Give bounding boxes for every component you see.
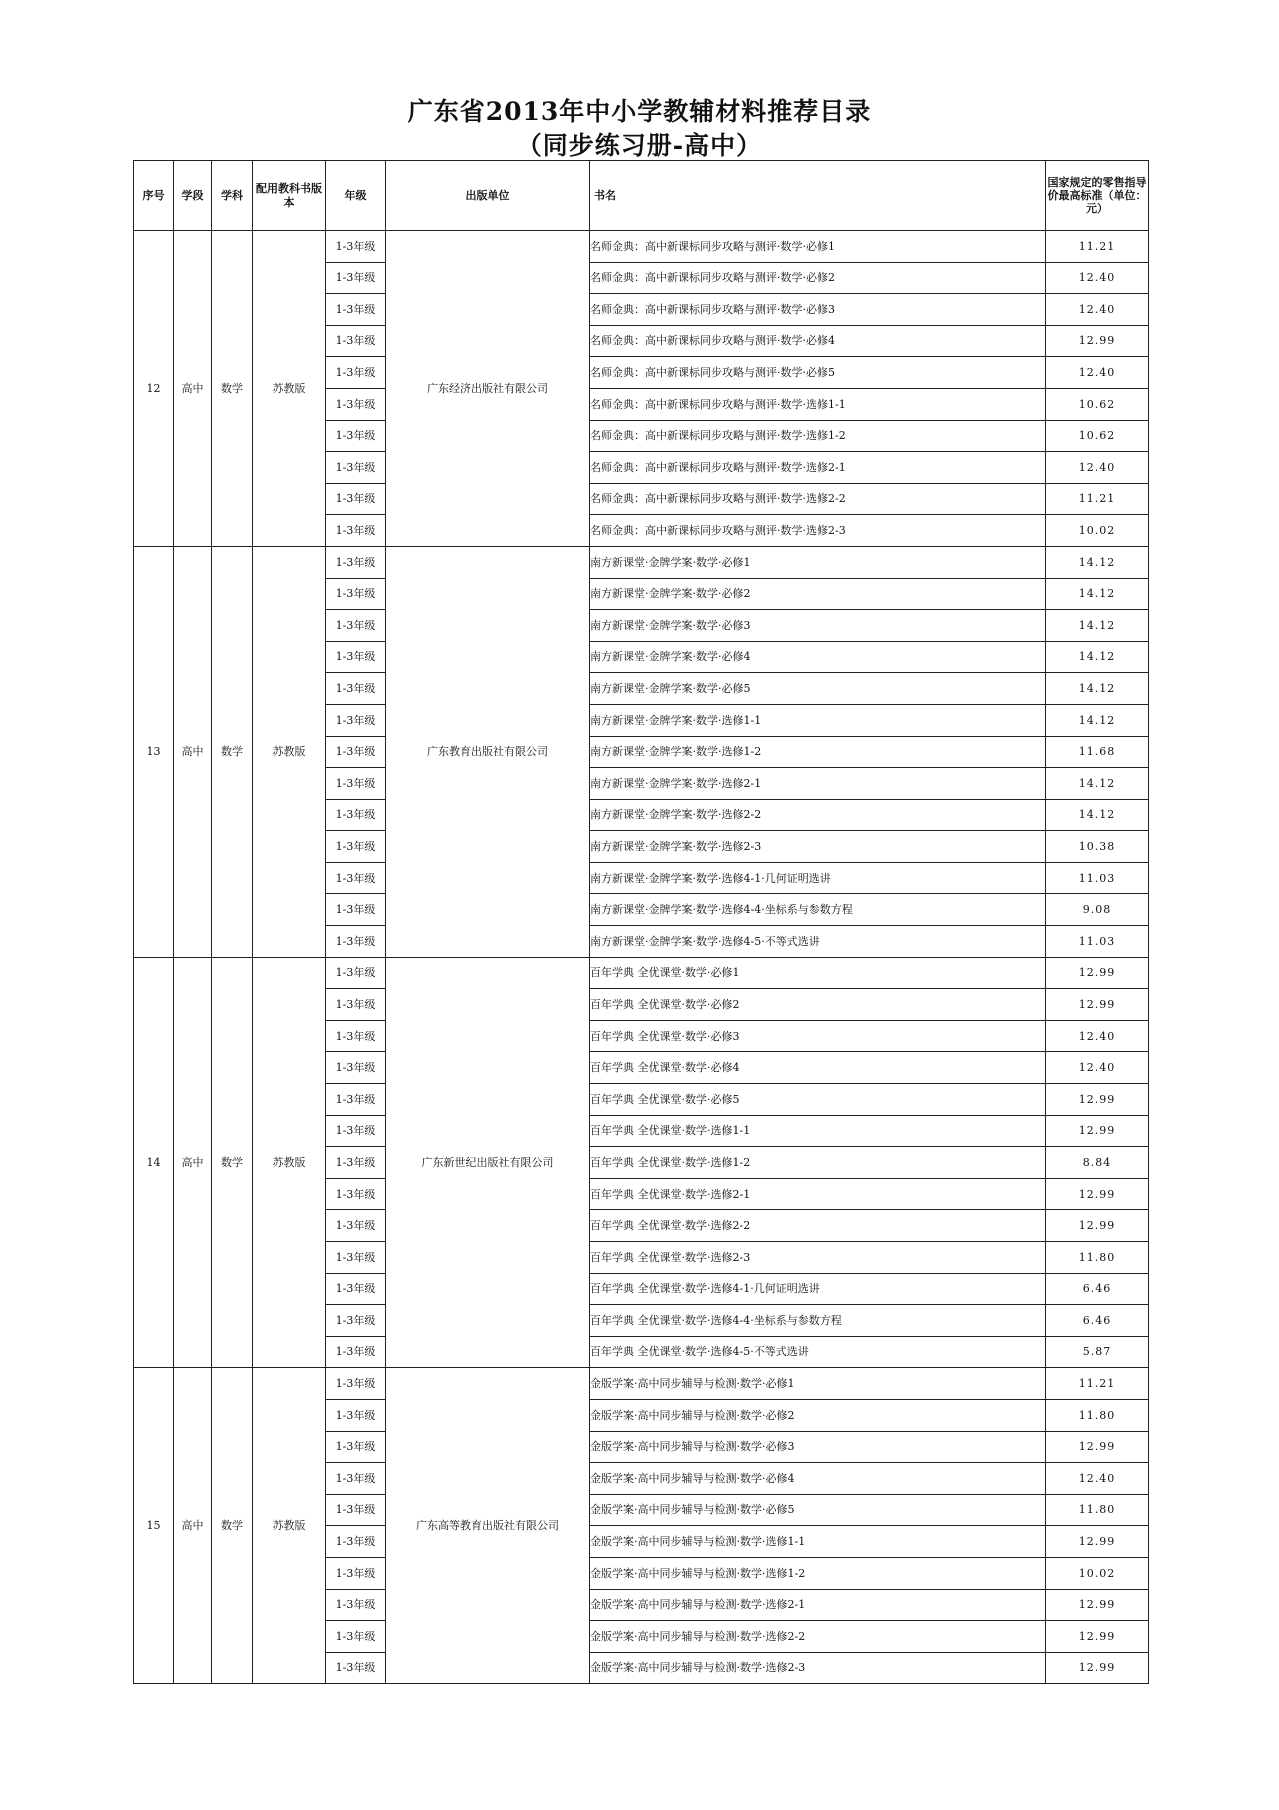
row-price: 14.12 [1046,768,1149,800]
row-grade: 1-3年级 [326,546,386,578]
header-row [134,161,1149,231]
header-publisher: 出版单位 [386,161,590,231]
row-price: 14.12 [1046,673,1149,705]
group-edition: 苏教版 [253,957,326,1368]
row-grade: 1-3年级 [326,1020,386,1052]
row-grade: 1-3年级 [326,388,386,420]
group-no: 13 [134,546,174,957]
group-no: 14 [134,957,174,1368]
row-book-title: 名师金典：高中新课标同步攻略与测评·数学·选修1-1 [590,388,1046,420]
row-price: 12.40 [1046,262,1149,294]
row-grade: 1-3年级 [326,1273,386,1305]
row-book-title: 南方新课堂·金牌学案·数学·必修4 [590,641,1046,673]
row-price: 8.84 [1046,1147,1149,1179]
row-book-title: 百年学典 全优课堂·数学·选修2-3 [590,1242,1046,1274]
row-price: 12.99 [1046,1526,1149,1558]
row-book-title: 百年学典 全优课堂·数学·必修1 [590,957,1046,989]
group-stage: 高中 [174,1368,212,1684]
table-row [134,546,1149,578]
row-price: 10.02 [1046,515,1149,547]
row-book-title: 金版学案·高中同步辅导与检测·数学·必修2 [590,1399,1046,1431]
row-price: 12.99 [1046,1178,1149,1210]
row-price: 11.21 [1046,231,1149,263]
row-price: 14.12 [1046,704,1149,736]
row-price: 12.99 [1046,1589,1149,1621]
row-price: 12.40 [1046,1052,1149,1084]
group-edition: 苏教版 [253,231,326,547]
row-book-title: 金版学案·高中同步辅导与检测·数学·选修1-2 [590,1557,1046,1589]
row-book-title: 金版学案·高中同步辅导与检测·数学·必修1 [590,1368,1046,1400]
header-price: 国家规定的零售指导价最高标准（单位：元） [1046,161,1149,231]
row-price: 11.03 [1046,862,1149,894]
group-edition: 苏教版 [253,1368,326,1684]
row-price: 10.62 [1046,388,1149,420]
row-book-title: 南方新课堂·金牌学案·数学·必修5 [590,673,1046,705]
table-row [134,1368,1149,1400]
row-book-title: 名师金典：高中新课标同步攻略与测评·数学·必修2 [590,262,1046,294]
header-edition: 配用教科书版本 [253,161,326,231]
document-subtitle: （同步练习册-高中） [516,131,763,160]
row-price: 12.99 [1046,1652,1149,1684]
row-price: 11.80 [1046,1399,1149,1431]
row-book-title: 南方新课堂·金牌学案·数学·选修4-1·几何证明选讲 [590,862,1046,894]
row-grade: 1-3年级 [326,1242,386,1274]
table-row [134,231,1149,263]
group-subject: 数学 [212,546,253,957]
row-book-title: 南方新课堂·金牌学案·数学·选修4-4·坐标系与参数方程 [590,894,1046,926]
row-book-title: 名师金典：高中新课标同步攻略与测评·数学·必修4 [590,325,1046,357]
row-grade: 1-3年级 [326,862,386,894]
row-grade: 1-3年级 [326,1178,386,1210]
row-price: 12.99 [1046,1210,1149,1242]
row-grade: 1-3年级 [326,799,386,831]
row-book-title: 百年学典 全优课堂·数学·选修2-1 [590,1178,1046,1210]
header-subject: 学科 [212,161,253,231]
row-price: 12.40 [1046,1020,1149,1052]
row-book-title: 南方新课堂·金牌学案·数学·选修2-2 [590,799,1046,831]
row-price: 14.12 [1046,610,1149,642]
row-price: 10.02 [1046,1557,1149,1589]
row-book-title: 金版学案·高中同步辅导与检测·数学·必修5 [590,1494,1046,1526]
row-grade: 1-3年级 [326,894,386,926]
row-grade: 1-3年级 [326,1589,386,1621]
row-grade: 1-3年级 [326,325,386,357]
row-price: 12.99 [1046,325,1149,357]
row-price: 11.80 [1046,1242,1149,1274]
row-book-title: 百年学典 全优课堂·数学·必修5 [590,1084,1046,1116]
row-grade: 1-3年级 [326,1052,386,1084]
group-subject: 数学 [212,957,253,1368]
row-book-title: 名师金典：高中新课标同步攻略与测评·数学·必修5 [590,357,1046,389]
row-price: 12.99 [1046,1431,1149,1463]
row-grade: 1-3年级 [326,1115,386,1147]
row-book-title: 南方新课堂·金牌学案·数学·选修4-5·不等式选讲 [590,926,1046,958]
group-subject: 数学 [212,231,253,547]
group-publisher: 广东高等教育出版社有限公司 [386,1368,590,1684]
row-grade: 1-3年级 [326,989,386,1021]
row-price: 14.12 [1046,641,1149,673]
row-price: 14.12 [1046,799,1149,831]
row-price: 12.99 [1046,1621,1149,1653]
row-price: 12.99 [1046,1084,1149,1116]
row-grade: 1-3年级 [326,231,386,263]
row-book-title: 百年学典 全优课堂·数学·选修4-1·几何证明选讲 [590,1273,1046,1305]
row-grade: 1-3年级 [326,1368,386,1400]
row-grade: 1-3年级 [326,957,386,989]
row-price: 14.12 [1046,578,1149,610]
document-title: 广东省2013年中小学教辅材料推荐目录 [407,97,872,126]
row-grade: 1-3年级 [326,1147,386,1179]
table-row [134,957,1149,989]
row-grade: 1-3年级 [326,262,386,294]
row-price: 11.03 [1046,926,1149,958]
row-grade: 1-3年级 [326,1084,386,1116]
header-no: 序号 [134,161,174,231]
row-book-title: 金版学案·高中同步辅导与检测·数学·选修2-2 [590,1621,1046,1653]
row-price: 12.99 [1046,957,1149,989]
row-price: 5.87 [1046,1336,1149,1368]
row-grade: 1-3年级 [326,610,386,642]
row-book-title: 百年学典 全优课堂·数学·选修4-4·坐标系与参数方程 [590,1305,1046,1337]
row-book-title: 南方新课堂·金牌学案·数学·选修1-1 [590,704,1046,736]
row-grade: 1-3年级 [326,1336,386,1368]
row-book-title: 名师金典：高中新课标同步攻略与测评·数学·选修2-3 [590,515,1046,547]
row-price: 12.40 [1046,294,1149,326]
row-book-title: 百年学典 全优课堂·数学·选修4-5·不等式选讲 [590,1336,1046,1368]
row-book-title: 金版学案·高中同步辅导与检测·数学·选修2-1 [590,1589,1046,1621]
row-grade: 1-3年级 [326,1463,386,1495]
row-grade: 1-3年级 [326,1557,386,1589]
header-stage: 学段 [174,161,212,231]
row-book-title: 南方新课堂·金牌学案·数学·必修1 [590,546,1046,578]
row-book-title: 南方新课堂·金牌学案·数学·选修2-1 [590,768,1046,800]
group-stage: 高中 [174,546,212,957]
row-grade: 1-3年级 [326,1652,386,1684]
row-grade: 1-3年级 [326,1494,386,1526]
row-book-title: 南方新课堂·金牌学案·数学·必修3 [590,610,1046,642]
row-grade: 1-3年级 [326,704,386,736]
group-no: 15 [134,1368,174,1684]
row-grade: 1-3年级 [326,357,386,389]
row-book-title: 百年学典 全优课堂·数学·选修1-1 [590,1115,1046,1147]
row-grade: 1-3年级 [326,1305,386,1337]
row-book-title: 名师金典：高中新课标同步攻略与测评·数学·选修2-2 [590,483,1046,515]
header-book: 书名 [590,161,1046,231]
row-price: 10.38 [1046,831,1149,863]
row-price: 12.99 [1046,989,1149,1021]
row-grade: 1-3年级 [326,578,386,610]
group-publisher: 广东教育出版社有限公司 [386,546,590,957]
row-book-title: 百年学典 全优课堂·数学·必修4 [590,1052,1046,1084]
row-grade: 1-3年级 [326,452,386,484]
row-grade: 1-3年级 [326,483,386,515]
row-grade: 1-3年级 [326,515,386,547]
row-price: 12.40 [1046,1463,1149,1495]
row-book-title: 百年学典 全优课堂·数学·必修3 [590,1020,1046,1052]
row-book-title: 金版学案·高中同步辅导与检测·数学·必修4 [590,1463,1046,1495]
row-grade: 1-3年级 [326,1621,386,1653]
row-grade: 1-3年级 [326,420,386,452]
row-book-title: 名师金典：高中新课标同步攻略与测评·数学·选修2-1 [590,452,1046,484]
row-grade: 1-3年级 [326,831,386,863]
row-price: 12.40 [1046,357,1149,389]
group-subject: 数学 [212,1368,253,1684]
group-publisher: 广东经济出版社有限公司 [386,231,590,547]
row-grade: 1-3年级 [326,1210,386,1242]
row-grade: 1-3年级 [326,1399,386,1431]
row-price: 11.68 [1046,736,1149,768]
group-publisher: 广东新世纪出版社有限公司 [386,957,590,1368]
catalog-body [134,231,1149,1684]
row-book-title: 百年学典 全优课堂·数学·选修2-2 [590,1210,1046,1242]
row-book-title: 名师金典：高中新课标同步攻略与测评·数学·必修3 [590,294,1046,326]
row-price: 6.46 [1046,1273,1149,1305]
row-price: 11.80 [1046,1494,1149,1526]
group-no: 12 [134,231,174,547]
row-price: 9.08 [1046,894,1149,926]
row-book-title: 金版学案·高中同步辅导与检测·数学·选修1-1 [590,1526,1046,1558]
row-book-title: 名师金典：高中新课标同步攻略与测评·数学·选修1-2 [590,420,1046,452]
row-book-title: 名师金典：高中新课标同步攻略与测评·数学·必修1 [590,231,1046,263]
row-book-title: 百年学典 全优课堂·数学·选修1-2 [590,1147,1046,1179]
row-grade: 1-3年级 [326,1526,386,1558]
row-price: 12.40 [1046,452,1149,484]
group-stage: 高中 [174,231,212,547]
row-grade: 1-3年级 [326,641,386,673]
row-price: 10.62 [1046,420,1149,452]
row-book-title: 南方新课堂·金牌学案·数学·必修2 [590,578,1046,610]
group-stage: 高中 [174,957,212,1368]
row-grade: 1-3年级 [326,673,386,705]
row-grade: 1-3年级 [326,736,386,768]
catalog-table [133,160,1149,1684]
row-price: 6.46 [1046,1305,1149,1337]
row-grade: 1-3年级 [326,768,386,800]
row-book-title: 金版学案·高中同步辅导与检测·数学·选修2-3 [590,1652,1046,1684]
row-grade: 1-3年级 [326,926,386,958]
group-edition: 苏教版 [253,546,326,957]
row-price: 11.21 [1046,483,1149,515]
row-book-title: 南方新课堂·金牌学案·数学·选修1-2 [590,736,1046,768]
row-price: 11.21 [1046,1368,1149,1400]
row-book-title: 南方新课堂·金牌学案·数学·选修2-3 [590,831,1046,863]
row-price: 12.99 [1046,1115,1149,1147]
row-book-title: 百年学典 全优课堂·数学·必修2 [590,989,1046,1021]
row-book-title: 金版学案·高中同步辅导与检测·数学·必修3 [590,1431,1046,1463]
header-grade: 年级 [326,161,386,231]
row-grade: 1-3年级 [326,1431,386,1463]
row-grade: 1-3年级 [326,294,386,326]
row-price: 14.12 [1046,546,1149,578]
